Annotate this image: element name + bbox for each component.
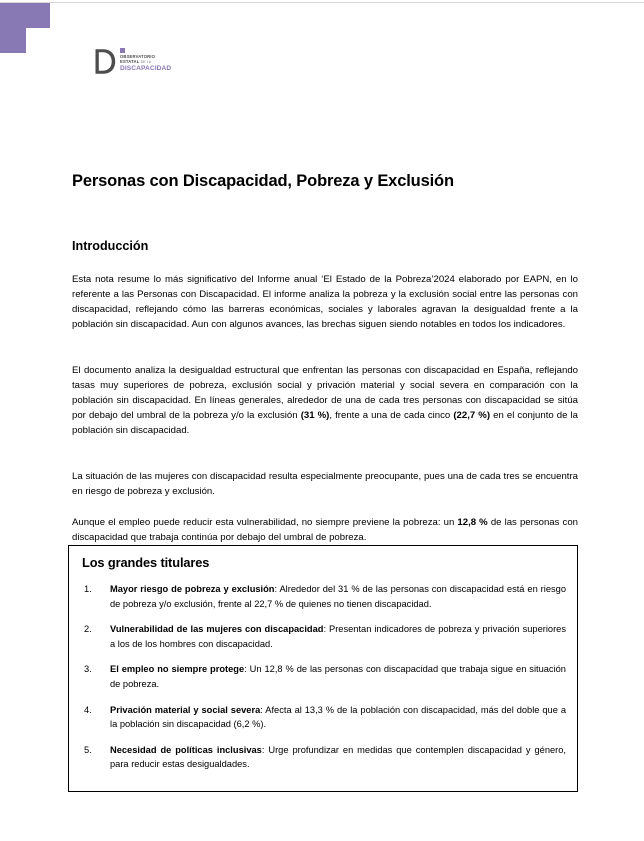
list-item — [82, 622, 566, 651]
list-item-text: : Urge profundizar en medidas que contemplen discapacidad y género, para reducir estas desigualdades. — [110, 744, 567, 770]
list-item-lead: Vulnerabilidad de las mujeres con discapacidad — [110, 624, 324, 635]
logo-line-discapacidad: DISCAPACIDAD — [120, 65, 172, 72]
headline-box-title: Los grandes titulares — [82, 555, 210, 570]
headline-list — [82, 582, 566, 772]
paragraph-intro-2-text-a: El documento analiza la desigualdad estructural que enfrentan las personas con discapacidad en España, reflejando tasas muy superiores de pobreza, exclusión social y privación material y social severa en comparación con la población sin discapacidad. En líneas generales, alrededor de una de cada tres personas con discapacidad se sitúa por debajo del umbral de la pobreza y/o la exclusión — [72, 364, 578, 422]
section-heading-introduccion: Introducción — [72, 239, 149, 254]
list-item — [82, 703, 566, 732]
list-item-number: 2. — [84, 624, 92, 635]
list-item — [82, 743, 566, 772]
logo-square-icon — [120, 48, 125, 53]
list-item-text: : Presentan indicadores de pobreza y privación superiores a los de los hombres con discapacidad. — [110, 624, 566, 649]
list-item-lead: Necesidad de políticas inclusivas — [110, 744, 262, 755]
list-item-number: 4. — [84, 704, 92, 715]
list-item-number: 3. — [84, 664, 92, 675]
paragraph-intro-4 — [72, 515, 578, 545]
paragraph-intro-4-text-b: de las personas con discapacidad que trabaja continúa por debajo del umbral de pobreza. — [72, 516, 578, 543]
list-item-lead: El empleo no siempre protege — [110, 664, 245, 675]
stat-31-percent: (31 %) — [300, 410, 330, 422]
list-item-lead: Mayor riesgo de pobreza y exclusión — [110, 584, 275, 594]
list-item-number: 5. — [84, 744, 92, 755]
logo-wordmark — [120, 48, 171, 73]
stat-12-8-percent: 12,8 % — [457, 516, 488, 528]
paragraph-intro-3-text: La situación de las mujeres con discapacidad resulta especialmente preocupante, pues una de cada tres se encuentra en riesgo de pobreza y exclusión. — [72, 470, 578, 497]
observatorio-logo — [93, 48, 171, 75]
list-item — [82, 662, 566, 691]
logo-d-mark-icon — [93, 48, 117, 75]
paragraph-intro-2 — [72, 363, 578, 439]
list-item-text: : Un 12,8 % de las personas con discapacidad que trabaja sigue en situación de pobreza. — [110, 664, 566, 689]
paragraph-intro-3 — [72, 469, 578, 499]
logo-estatal-text: ESTATAL — [120, 59, 140, 64]
stat-22-7-percent: (22,7 %) — [453, 410, 491, 422]
paragraph-intro-2-text-c: en el conjunto de la población sin discapacidad. — [72, 410, 578, 437]
paragraph-intro-4-text-a: Aunque el empleo puede reducir esta vulnerabilidad, no siempre previene la pobreza: un — [72, 516, 458, 528]
paragraph-intro-2-text-b: , frente a una de cada cinco — [329, 410, 454, 422]
logo-dela-text: DE LA — [140, 60, 152, 64]
list-item-text: : Alrededor del 31 % de las personas con discapacidad está en riesgo de pobreza y/o exclusión, frente al 22,7 % de quienes no tienen discapacidad. — [110, 584, 566, 609]
paragraph-intro-1-text: Esta nota resume lo más significativo del Informe anual ‘El Estado de la Pobreza’2024 elaborado por EAPN, en lo referente a las Personas con Discapacidad. El informe analiza la pobreza y la exclusión social entre las personas con discapacidad, reflejando cómo las barreras económicas, sociales y laborales agravan la desigualdad frente a la población sin discapacidad. Aun con algunos avances, las brechas siguen siendo notables en todos los indicadores. — [72, 273, 578, 331]
corner-bar-top — [0, 3, 50, 28]
list-item-text: : Afecta al 13,3 % de la población con discapacidad, más del doble que a la población sin discapacidad (6,2 %). — [110, 704, 567, 730]
headline-box — [68, 545, 578, 792]
list-item — [82, 582, 566, 611]
logo-line-observatorio: OBSERVATORIO — [120, 54, 155, 59]
purple-corner-decoration — [0, 3, 50, 53]
page-title: Personas con Discapacidad, Pobreza y Exclusión — [72, 172, 454, 191]
list-item-number: 1. — [84, 584, 92, 594]
paragraph-intro-1 — [72, 272, 578, 333]
list-item-lead: Privación material y social severa — [110, 704, 261, 715]
corner-bar-left — [0, 28, 26, 53]
page-top-rule — [0, 2, 644, 3]
